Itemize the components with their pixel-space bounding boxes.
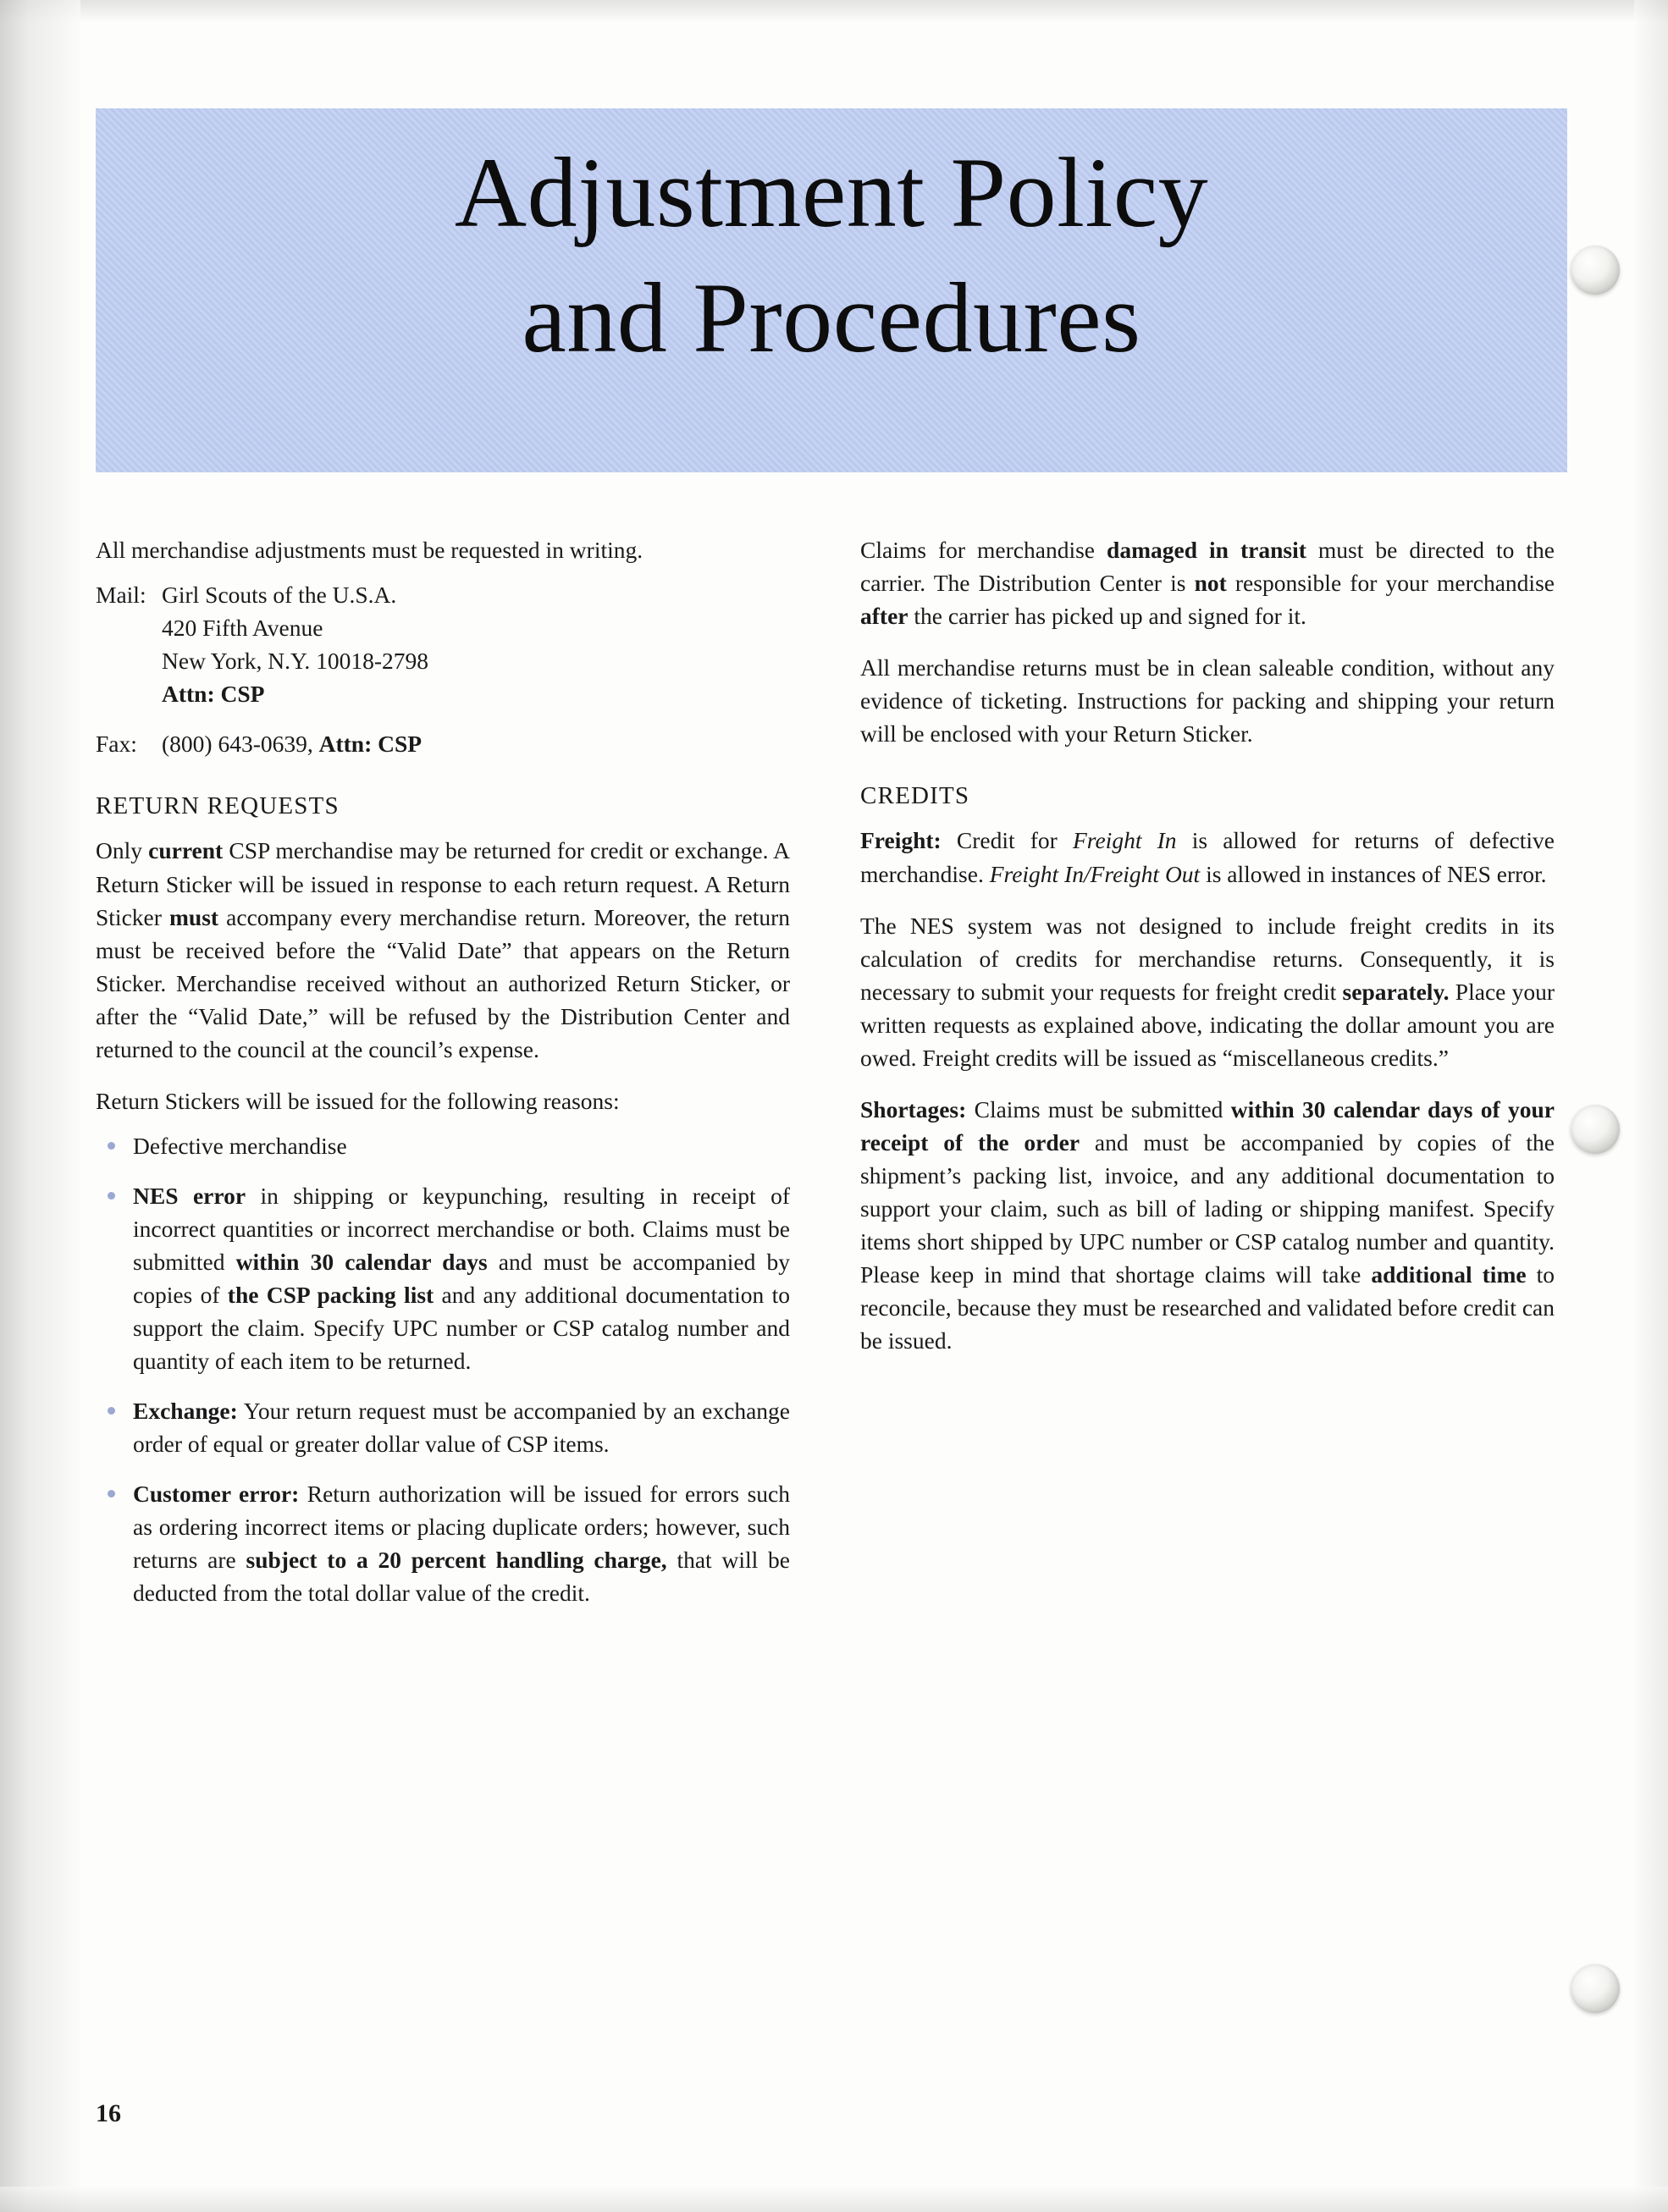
freight-italic-1: Freight In <box>1073 827 1177 854</box>
shortages-paragraph <box>860 1093 1555 1357</box>
section-heading-credits: CREDITS <box>860 782 970 810</box>
dt-text-e: responsible for your merchandise <box>1226 570 1555 597</box>
scan-edge-right <box>1634 0 1668 2212</box>
freight-paragraph <box>860 824 1555 890</box>
return-reasons-list <box>96 1129 790 1610</box>
mail-address-lines <box>162 578 790 710</box>
fax-attn: Attn: CSP <box>318 731 423 758</box>
binder-hole <box>1571 245 1620 295</box>
bullet-text: Defective merchandise <box>133 1132 347 1159</box>
mail-line-3: New York, N.Y. 10018-2798 <box>162 648 429 675</box>
mail-label: Mail: <box>96 582 146 609</box>
fax-block <box>96 727 790 760</box>
bullet-text: Your return request must be accompanied by an exchange order of equal or greater dollar value of CSP items. <box>133 1398 790 1458</box>
nes-text-b: separately. <box>1342 978 1450 1005</box>
list-item <box>96 1179 790 1377</box>
fax-number: (800) 643-0639, <box>162 731 319 758</box>
mail-address-block <box>96 578 790 710</box>
page-title-line-2: and Procedures <box>522 262 1141 373</box>
freight-text-c: is allowed in instances of NES error. <box>1200 860 1547 887</box>
shortages-label: Shortages: <box>860 1095 967 1123</box>
title-banner <box>96 108 1567 472</box>
binder-hole <box>1571 1964 1620 2013</box>
right-column <box>860 533 1555 1376</box>
dt-text-a: Claims for merchandise <box>860 537 1107 563</box>
scan-edge-top <box>0 0 1668 22</box>
dt-text-d: not <box>1194 570 1227 597</box>
page-title-line-1: Adjustment Policy <box>454 137 1209 248</box>
list-item <box>96 1394 790 1460</box>
bullet-text: subject to a 20 percent handling charge, <box>246 1547 667 1574</box>
shortages-text-e: to reconcile, because they must be researched and validated before credit can be issued. <box>860 1261 1555 1354</box>
list-item <box>96 1129 790 1162</box>
dt-text-f: after <box>860 603 909 630</box>
bullet-text: Exchange: <box>133 1398 238 1425</box>
rr-text-e: accompany every merchandise return. Moreover, the return must be received before the “Valid Date” that appears on the Return Sticker. Merchandise received without an authorized Return Sticker, or after the “Valid Date,” will be refused by the Distribution Center and returned to the council at the council’s expense. <box>96 903 790 1062</box>
section-heading-return-requests: RETURN REQUESTS <box>96 792 340 820</box>
bullet-text: that will be deducted from the total dollar value of the credit. <box>133 1547 790 1607</box>
bullet-text: NES error <box>133 1182 246 1209</box>
bullet-text: in shipping or keypunching, resulting in receipt of incorrect quantities or incorrect merchandise or both. Claims must be submitted <box>133 1182 790 1275</box>
page-title <box>96 130 1567 380</box>
freight-text-a: Credit for <box>941 827 1073 854</box>
rr-text-c: CSP merchandise may be returned for credit or exchange. A Return Sticker will be issued in response to each return request. A Return Sticker <box>96 837 790 930</box>
shortages-text-b: within 30 calendar days of your receipt of the order <box>860 1095 1555 1156</box>
mail-line-1: Girl Scouts of the U.S.A. <box>162 582 397 609</box>
bullet-text: Customer error: <box>133 1481 300 1508</box>
return-stickers-reasons-lead: Return Stickers will be issued for the following reasons: <box>96 1087 620 1114</box>
rr-text-b: current <box>148 837 224 864</box>
shortages-text-d: additional time <box>1371 1261 1527 1288</box>
saleable-condition-paragraph: All merchandise returns must be in clean saleable condition, without any evidence of ticketing. Instructions for packing and shipping your return will be enclosed with your Return Sticker. <box>860 654 1555 747</box>
freight-italic-2: Freight In/Freight Out <box>989 860 1201 887</box>
rr-text-a: Only <box>96 837 149 864</box>
bullet-text: Return authorization will be issued for errors such as ordering incorrect items or placing duplicate orders; however, such returns are <box>133 1481 790 1574</box>
nes-text-a: The NES system was not designed to include freight credits in its calculation of credits for merchandise returns. Consequently, it is necessary to submit your requests for freight credit <box>860 912 1555 1005</box>
freight-text-b: is allowed for returns of defective merchandise. <box>860 827 1555 887</box>
fax-label: Fax: <box>96 731 137 758</box>
left-column <box>96 533 790 1626</box>
bullet-text: and must be accompanied by copies of <box>133 1248 790 1309</box>
bullet-text: and any additional documentation to support the claim. Specify UPC number or CSP catalog number and quantity of each item to be returned. <box>133 1282 790 1375</box>
nes-system-paragraph <box>860 909 1555 1074</box>
list-item <box>96 1477 790 1609</box>
shortages-text-c: and must be accompanied by copies of the shipment’s packing list, invoice, and any additional documentation to support your claim, such as bill of lading or shipping manifest. Specify items short shipped by UPC number or CSP catalog number and quantity. Please keep in mind that shortage claims will take <box>860 1128 1555 1288</box>
shortages-text-a: Claims must be submitted <box>966 1095 1231 1123</box>
intro-paragraph: All merchandise adjustments must be requested in writing. <box>96 537 643 563</box>
binder-hole <box>1571 1105 1620 1154</box>
freight-label: Freight: <box>860 827 942 854</box>
bullet-text: the CSP packing list <box>227 1282 434 1309</box>
scan-edge-bottom <box>0 2187 1668 2212</box>
dt-text-c: must be directed to the carrier. The Distribution Center is <box>860 537 1555 597</box>
page-number: 16 <box>96 2099 121 2127</box>
mail-attn: Attn: CSP <box>162 681 265 708</box>
scan-edge-left <box>0 0 80 2212</box>
nes-text-c: Place your written requests as explained above, indicating the dollar amount you are owed. Freight credits will be issued as “miscellaneous credits.” <box>860 978 1555 1071</box>
mail-line-2: 420 Fifth Avenue <box>162 615 323 642</box>
dt-text-b: damaged in transit <box>1107 537 1306 563</box>
damaged-in-transit-paragraph <box>860 533 1555 632</box>
fax-value-line <box>162 727 790 760</box>
bullet-text: within 30 calendar days <box>235 1248 488 1275</box>
dt-text-g: the carrier has picked up and signed for it. <box>908 603 1306 630</box>
return-requests-paragraph <box>96 834 790 1065</box>
rr-text-d: must <box>169 903 219 930</box>
